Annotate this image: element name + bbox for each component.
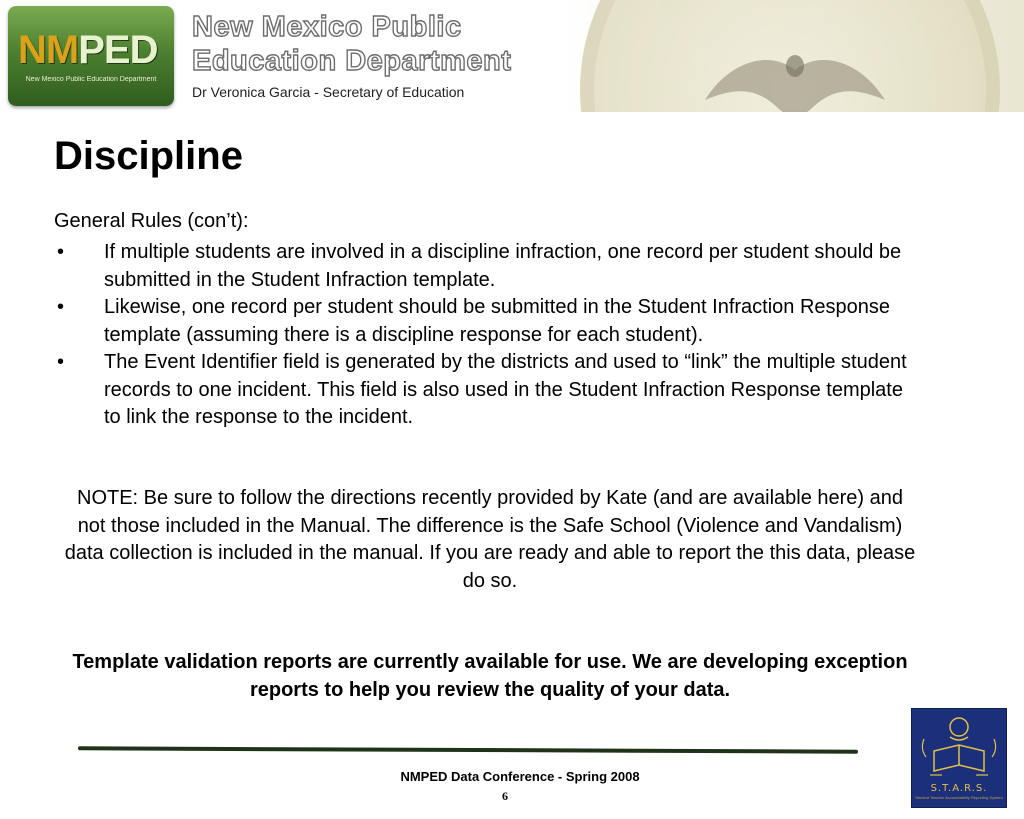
- nmped-logo: [8, 6, 174, 106]
- validation-paragraph: Template validation reports are currently available for use. We are developing exception reports to help you review the quality of your data.: [72, 651, 908, 701]
- bullet: •: [57, 241, 65, 263]
- page-number: 6: [502, 789, 508, 803]
- stars-label: S.T.A.R.S.: [930, 783, 988, 794]
- logo-subtitle: New Mexico Public Education Department: [25, 76, 157, 83]
- department-title: [192, 10, 511, 78]
- rule-text: The Event Identifier field is generated by the districts and used to “link” the multiple student records to one incident. This field is also used in the Student Infraction Response template to link the response to the incident.: [104, 351, 907, 428]
- bullet: •: [57, 351, 65, 373]
- header-banner: [0, 0, 1024, 112]
- department-title-line1: New Mexico Public: [192, 11, 462, 43]
- stars-logo: [911, 708, 1007, 808]
- rule-item: [54, 349, 924, 432]
- eagle-icon: [700, 40, 890, 112]
- note-paragraph: NOTE: Be sure to follow the directions recently provided by Kate (and are available here) and not those included in the Manual. The difference is the Safe School (Violence and Vandalism) data collection is included in the manual. If you are ready and able to report the this data, please do so.: [64, 487, 916, 592]
- footer-divider: [78, 746, 858, 753]
- rules-subheading: General Rules (con’t):: [54, 210, 249, 232]
- slide-title: Discipline: [54, 134, 243, 178]
- logo-mark-nm: NM: [18, 28, 79, 72]
- logo-mark-ped: PED: [78, 28, 158, 72]
- bullet: •: [57, 296, 65, 318]
- rules-list: [54, 239, 924, 432]
- rule-item: [54, 294, 924, 349]
- rule-item: [54, 239, 924, 294]
- rule-text: If multiple students are involved in a discipline infraction, one record per student should be submitted in the Student Infraction template.: [104, 241, 902, 291]
- department-title-line2: Education Department: [192, 45, 512, 77]
- rule-text: Likewise, one record per student should be submitted in the Student Infraction Response template (assuming there is a discipline response for each student).: [104, 296, 891, 346]
- secretary-line: Dr Veronica Garcia - Secretary of Education: [192, 84, 465, 100]
- footer-conference: NMPED Data Conference - Spring 2008: [400, 769, 640, 784]
- stars-reader-icon: [912, 709, 1006, 783]
- stars-tagline: Student Teacher Accountability Reporting System: [915, 795, 1003, 800]
